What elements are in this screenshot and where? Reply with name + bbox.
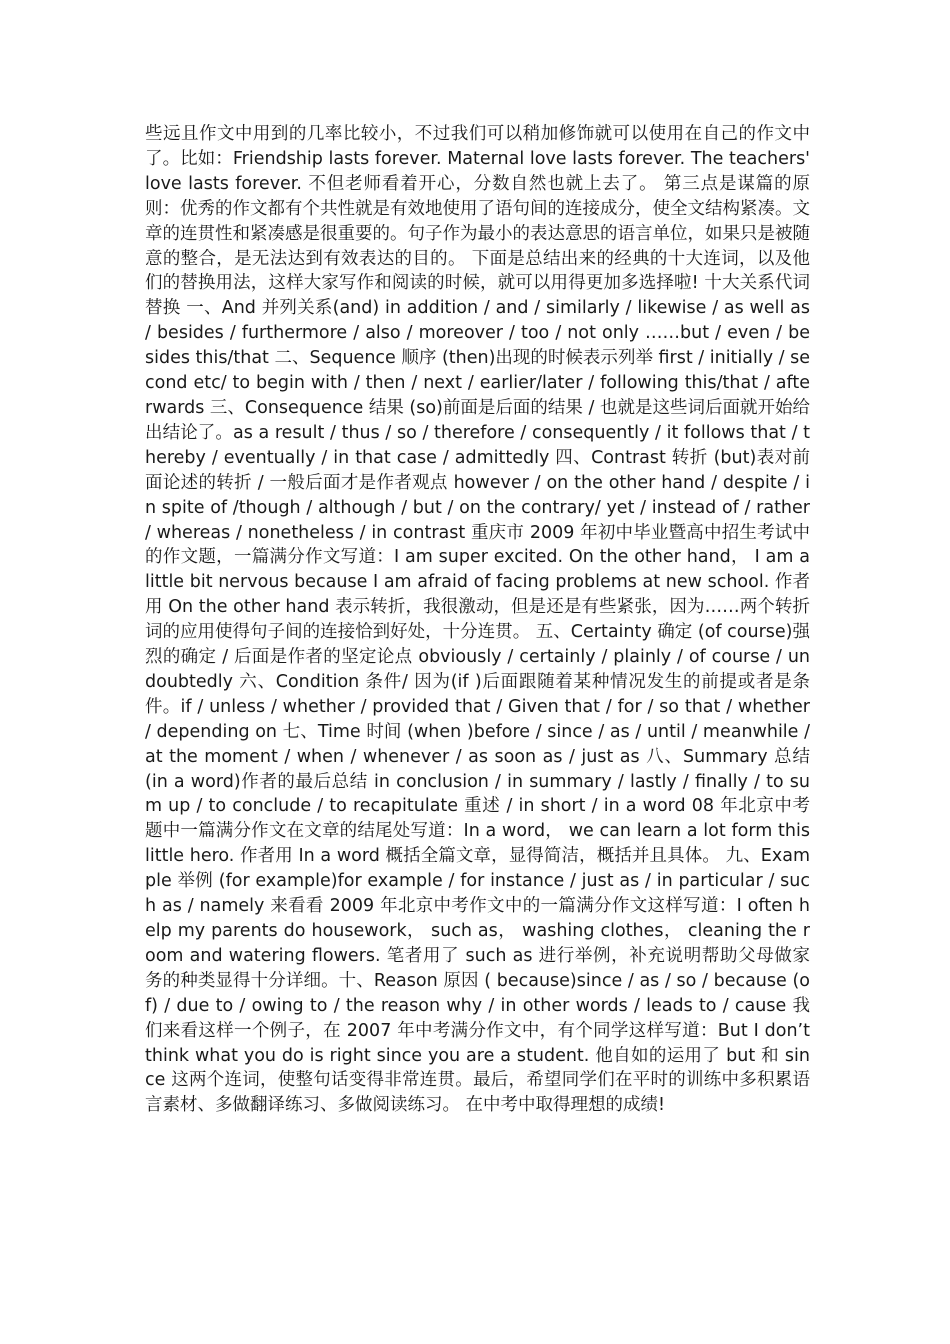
- body-paragraph: 些远且作文中用到的几率比较小，不过我们可以稍加修饰就可以使用在自己的作文中了。比如：Friendship lasts forever. Maternal love lasts forever. The teachers' love lasts forever. 不但老师看着开心，分数自然也就上去了。 第三点是谋篇的原则：优秀的作文都有个共性就是有效地使用了语句间的连接成分，使全文结构紧凑。文章的连贯性和紧凑感是很重要的。句子作为最小的表达意思的语言单位，如果只是被随意的整合，是无法达到有效表达的目的。 下面是总结出来的经典的十大连词，以及他们的替换用法，这样大家写作和阅读的时候，就可以用得更加多选择啦! 十大关系代词替换 一、And 并列关系(and) in addition / and / similarly / likewise / as well as / besides / furthermore / also / moreover / too / not only ……but / even / besides this/that 二、Sequence 顺序 (then)出现的时候表示列举 first / initially / second etc/ to begin with / then / next / earlier/later / following this/that / afterwards 三、Consequence 结果 (so)前面是后面的结果 / 也就是这些词后面就开始给出结论了。as a result / thus / so / therefore / consequently / it follows that / thereby / eventually / in that case / admittedly 四、Contrast 转折 (but)表对前面论述的转折 / 一般后面才是作者观点 however / on the other hand / despite / in spite of /though / although / but / on the contrary/ yet / instead of / rather / whereas / nonetheless / in contrast 重庆市 2009 年初中毕业暨高中招生考试中的作文题，一篇满分作文写道：I am super excited. On the other hand， I am a little bit nervous because I am afraid of facing problems at new school. 作者用 On the other hand 表示转折，我很激动，但是还是有些紧张，因为……两个转折词的应用使得句子间的连接恰到好处，十分连贯。 五、Certainty 确定 (of course)强烈的确定 / 后面是作者的坚定论点 obviously / certainly / plainly / of course / undoubtedly 六、Condition 条件/ 因为(if )后面跟随着某种情况发生的前提或者是条件。if / unless / whether / provided that / Given that / for / so that / whether / depending on 七、Time 时间 (when )before / since / as / until / meanwhile / at the moment / when / whenever / as soon as / just as 八、Summary 总结 (in a word)作者的最后总结 in conclusion / in summary / lastly / finally / to sum up / to conclude / to recapitulate 重述 / in short / in a word 08 年北京中考题中一篇满分作文在文章的结尾处写道：In a word， we can learn a lot form this little hero. 作者用 In a word 概括全篇文章，显得简洁，概括并且具体。 九、Example 举例 (for example)for example / for instance / just as / in particular / such as / namely 来看看 2009 年北京中考作文中的一篇满分作文这样写道：I often help my parents do housework， such as， washing clothes， cleaning the room and watering flowers. 笔者用了 such as 进行举例，补充说明帮助父母做家务的种类显得十分详细。十、Reason 原因 ( because)since / as / so / because (of) / due to / owing to / the reason why / in other words / leads to / cause 我们来看这样一个例子，在 2007 年中考满分作文中，有个同学这样写道：But I don’t think what you do is right since you are a student. 他自如的运用了 but 和 since 这两个连词，使整句话变得非常连贯。最后，希望同学们在平时的训练中多积累语言素材、多做翻译练习、多做阅读练习。 在中考中取得理想的成绩!: [145, 124, 810, 1116]
